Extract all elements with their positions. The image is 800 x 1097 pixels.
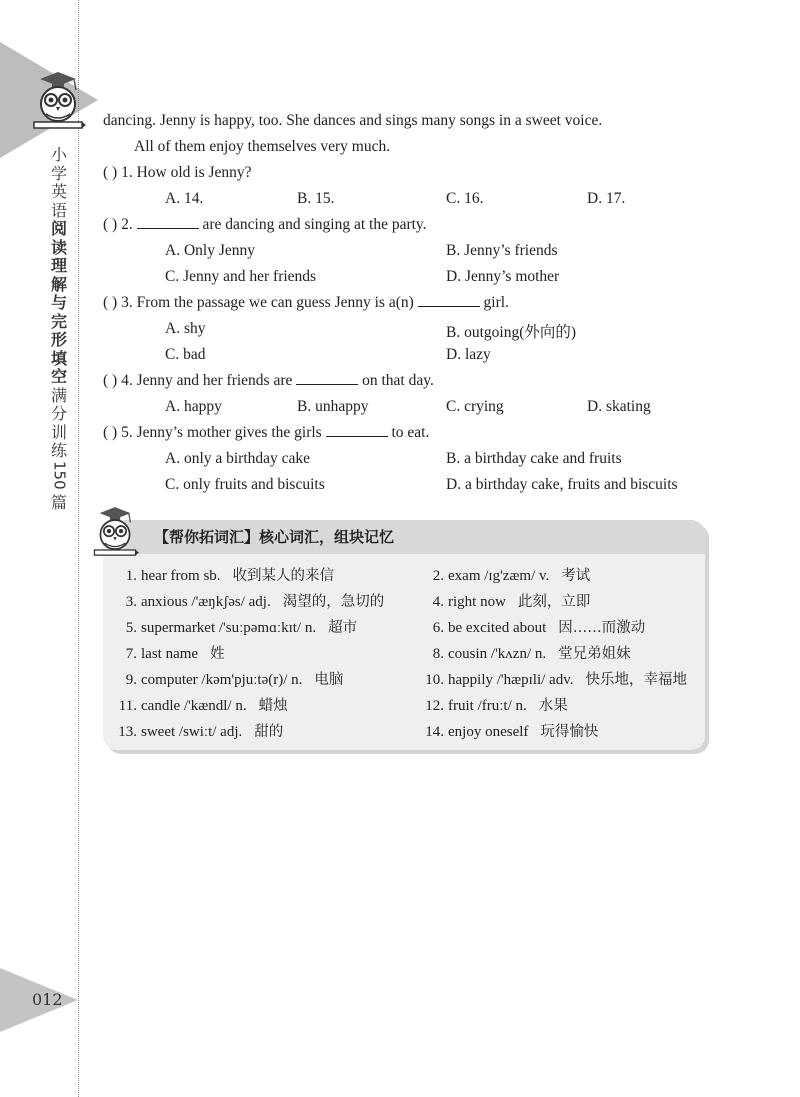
vocab-zh: 收到某人的来信 <box>232 568 335 584</box>
passage-line-1: dancing. Jenny is happy, too. She dances and sings many songs in a sweet voice. <box>103 112 603 129</box>
option-d: D. a birthday cake, fruits and biscuits <box>446 476 678 493</box>
vocab-zh: 姓 <box>210 646 225 662</box>
question-2 <box>103 216 427 234</box>
question-stem: How old is Jenny? <box>136 164 252 181</box>
question-number: 4. <box>121 372 133 389</box>
vocab-zh: 甜的 <box>254 724 284 740</box>
question-number: 5. <box>121 424 133 441</box>
question-5 <box>103 424 429 442</box>
option-c: C. 16. <box>446 190 484 207</box>
page-number: 012 <box>32 990 63 1009</box>
vocab-num: 7. <box>125 646 137 662</box>
vocab-item <box>107 668 343 689</box>
vocab-en: hear from sb. <box>141 568 221 584</box>
answer-bracket: ( ) <box>103 372 118 389</box>
vocab-en: candle /'kændl/ n. <box>141 698 247 714</box>
option-c: C. only fruits and biscuits <box>165 476 325 493</box>
option-d: D. skating <box>587 398 651 415</box>
question-stem-end: on that day. <box>362 372 434 389</box>
vocab-num: 9. <box>125 672 137 688</box>
vocab-en: anxious /'æŋkʃəs/ adj. <box>141 594 271 610</box>
question-stem: are dancing and singing at the party. <box>202 216 427 233</box>
option-b: B. unhappy <box>297 398 369 415</box>
vocab-item <box>107 642 225 663</box>
vocab-num: 1. <box>125 568 137 584</box>
option-a: A. happy <box>165 398 222 415</box>
vocab-header-title: 【帮你拓词汇】核心词汇，组块记忆 <box>154 528 395 546</box>
vocab-num: 8. <box>432 646 444 662</box>
question-number: 3. <box>121 294 133 311</box>
vocab-num: 13. <box>118 724 137 740</box>
answer-bracket: ( ) <box>103 424 118 441</box>
option-b: B. a birthday cake and fruits <box>446 450 622 467</box>
vocab-en: cousin /'kʌzn/ n. <box>448 646 547 662</box>
vocab-zh: 快乐地，幸福地 <box>585 672 687 688</box>
vocab-en: right now <box>448 594 506 610</box>
vocab-num: 10. <box>425 672 444 688</box>
vocab-zh: 因……而激动 <box>558 620 646 636</box>
vocab-zh: 水果 <box>538 698 568 714</box>
vocab-zh: 堂兄弟姐妹 <box>558 646 631 662</box>
option-b: B. outgoing(外向的) <box>446 324 577 341</box>
question-stem: Jenny and her friends are <box>136 372 293 389</box>
question-4 <box>103 372 434 390</box>
book-title <box>48 146 70 512</box>
question-stem-end: girl. <box>483 294 509 311</box>
vocab-num: 3. <box>125 594 137 610</box>
vocab-zh: 玩得愉快 <box>540 724 599 740</box>
option-b: B. Jenny’s friends <box>446 242 558 259</box>
vocab-box <box>103 520 705 750</box>
vocab-item <box>414 564 590 585</box>
option-d: D. 17. <box>587 190 626 207</box>
owl-mascot-icon <box>30 70 86 132</box>
vocab-item <box>107 564 334 585</box>
vocab-zh: 此刻，立即 <box>517 594 591 610</box>
vocab-item <box>414 720 598 741</box>
vocab-zh: 电脑 <box>314 672 344 688</box>
answer-blank <box>296 372 358 385</box>
option-a: A. only a birthday cake <box>165 450 311 467</box>
book-title-part1: 小学英语 <box>50 145 67 220</box>
vocab-num: 14. <box>425 724 444 740</box>
option-b: B. 15. <box>297 190 335 207</box>
vocab-num: 6. <box>432 620 444 636</box>
question-stem-end: to eat. <box>391 424 430 441</box>
answer-blank <box>137 216 199 229</box>
vocab-item <box>107 616 357 637</box>
book-title-number: 150 <box>50 460 69 490</box>
vocab-item <box>414 694 568 715</box>
answer-bracket: ( ) <box>103 164 118 181</box>
margin-dotted-line <box>78 0 79 1097</box>
question-1 <box>103 164 252 182</box>
vocab-en: computer /kəm'pjuːtə(r)/ n. <box>141 672 303 688</box>
option-a: A. Only Jenny <box>165 242 255 259</box>
vocab-en: exam /ɪg'zæm/ v. <box>448 568 550 584</box>
vocab-item <box>107 590 384 611</box>
vocab-en: sweet /swiːt/ adj. <box>141 724 243 740</box>
vocab-zh: 考试 <box>561 568 591 584</box>
vocab-item <box>414 642 631 663</box>
answer-blank <box>418 294 480 307</box>
question-number: 2. <box>121 216 133 233</box>
option-d: D. lazy <box>446 346 491 363</box>
vocab-item <box>414 616 645 637</box>
question-stem: Jenny’s mother gives the girls <box>136 424 322 441</box>
vocab-header-bar <box>124 520 705 554</box>
question-stem: From the passage we can guess Jenny is a(n) <box>136 294 414 311</box>
vocab-num: 12. <box>425 698 444 714</box>
vocab-num: 11. <box>118 698 137 714</box>
option-c: C. crying <box>446 398 504 415</box>
vocab-item <box>414 668 687 689</box>
vocab-item <box>107 720 283 741</box>
option-c: C. bad <box>165 346 206 363</box>
answer-blank <box>326 424 388 437</box>
vocab-en: happily /'hæpɪli/ adv. <box>448 672 574 688</box>
vocab-en: fruit /fruːt/ n. <box>448 698 527 714</box>
option-c: C. Jenny and her friends <box>165 268 317 285</box>
vocab-zh: 蜡烛 <box>258 698 288 714</box>
vocab-num: 2. <box>432 568 444 584</box>
owl-mascot-icon <box>91 504 139 560</box>
vocab-zh: 超市 <box>328 620 358 636</box>
vocab-item <box>107 694 288 715</box>
passage-line-2: All of them enjoy themselves very much. <box>134 138 391 155</box>
vocab-num: 4. <box>432 594 444 610</box>
option-d: D. Jenny’s mother <box>446 268 560 285</box>
answer-bracket: ( ) <box>103 216 118 233</box>
vocab-en: be excited about <box>448 620 547 636</box>
vocab-en: enjoy oneself <box>448 724 529 740</box>
vocab-num: 5. <box>125 620 137 636</box>
question-number: 1. <box>121 164 133 181</box>
vocab-en: last name <box>141 646 199 662</box>
option-a: A. 14. <box>165 190 204 207</box>
question-3 <box>103 294 509 312</box>
answer-bracket: ( ) <box>103 294 118 311</box>
vocab-zh: 渴望的，急切的 <box>282 594 385 610</box>
option-a: A. shy <box>165 320 206 337</box>
book-title-part4: 篇 <box>50 492 67 512</box>
vocab-item <box>414 590 590 611</box>
vocab-en: supermarket /'suːpəmɑːkɪt/ n. <box>141 620 317 636</box>
book-title-part3: 满分训练 <box>50 385 67 460</box>
book-title-part2: 阅读理解与完形填空 <box>50 219 67 386</box>
